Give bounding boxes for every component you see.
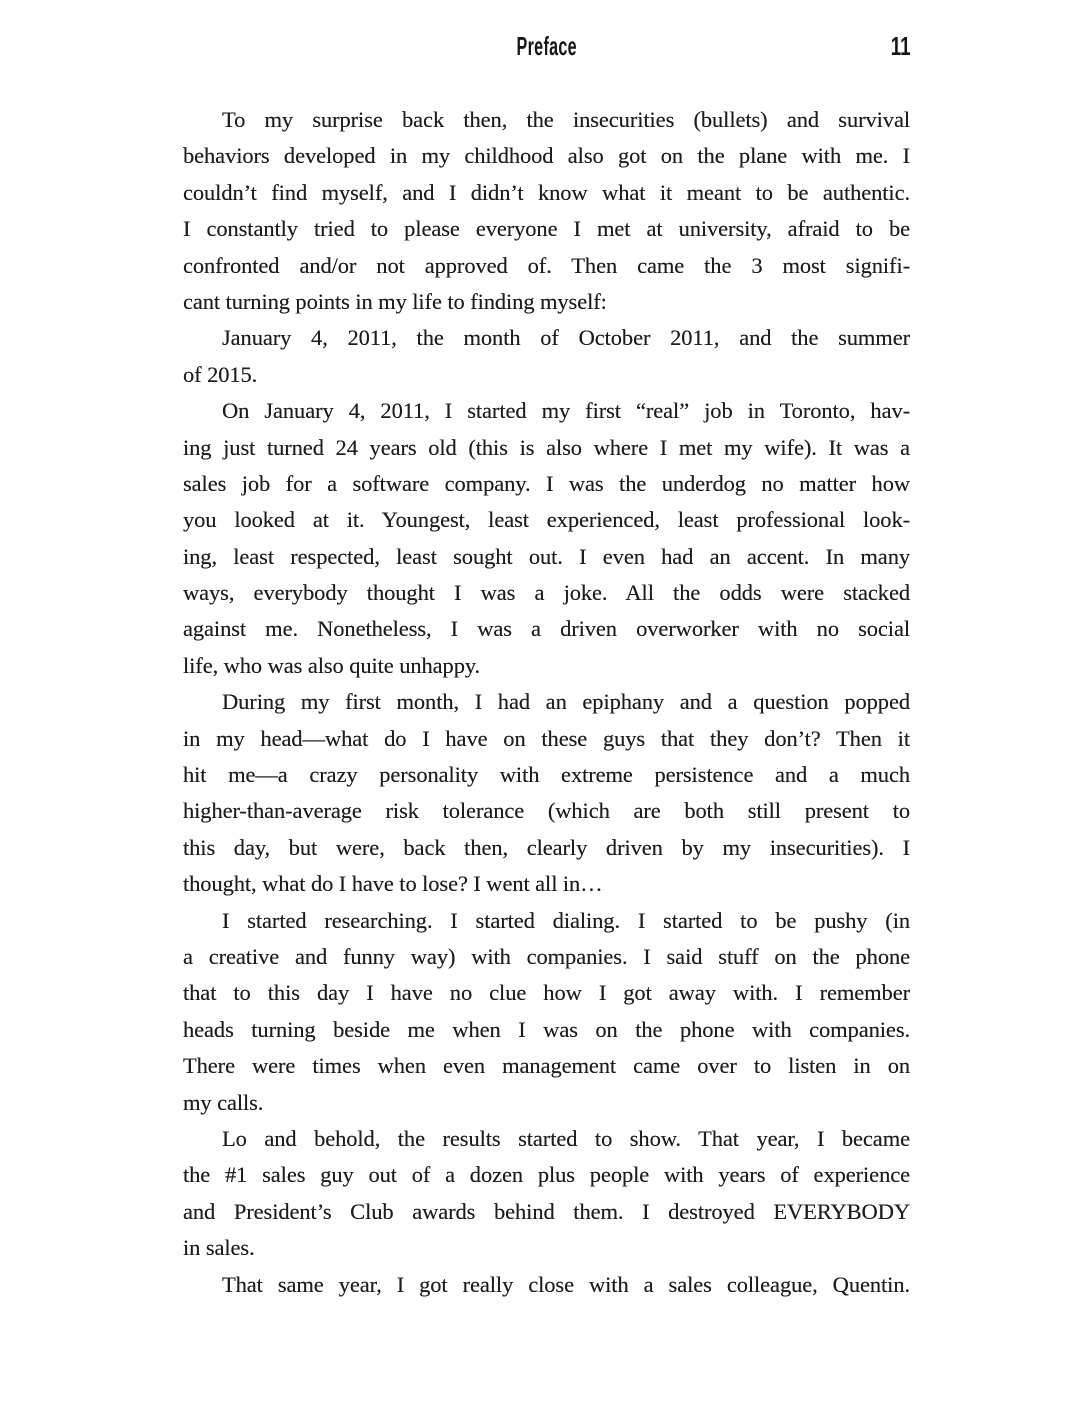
body-line: To my surprise back then, the insecurities (bullets) and survival	[222, 107, 910, 132]
body-line: in my head—what do I have on these guys that they don’t? Then it	[183, 725, 910, 751]
body-line: On January 4, 2011, I started my first “real” job in Toronto, hav-	[222, 398, 910, 424]
body-line: There were times when even management came over to listen in on	[183, 1053, 910, 1079]
body-line: I started researching. I started dialing. I started to be pushy (in	[222, 907, 910, 933]
body-line: ing, least respected, least sought out. I even had an accent. In many	[183, 543, 910, 569]
body-line: confronted and/or not approved of. Then came the 3 most signifi-	[183, 252, 910, 278]
page-title: Preface	[516, 31, 577, 61]
body-line: January 4, 2011, the month of October 2011, and the summer	[222, 325, 910, 351]
body-line: my calls.	[183, 1089, 264, 1115]
body-line: That same year, I got really close with a sales colleague, Quentin.	[222, 1271, 910, 1297]
body-line: and President’s Club awards behind them. I destroyed EVERYBODY	[183, 1198, 910, 1224]
running-head	[183, 33, 910, 61]
body-line: the #1 sales guy out of a dozen plus people with years of experience	[183, 1162, 910, 1188]
body-line: of 2015.	[183, 361, 258, 387]
body-line: ways, everybody thought I was a joke. All the odds were stacked	[183, 580, 910, 606]
body-line: in sales.	[183, 1235, 255, 1261]
body-line: a creative and funny way) with companies. I said stuff on the phone	[183, 943, 910, 969]
body-line: hit me—a crazy personality with extreme persistence and a much	[183, 762, 910, 788]
body-text	[183, 102, 910, 1303]
body-line: life, who was also quite unhappy.	[183, 652, 481, 678]
body-line: heads turning beside me when I was on the phone with companies.	[183, 1016, 910, 1042]
body-line: sales job for a software company. I was the underdog no matter how	[183, 470, 910, 496]
body-line: I constantly tried to please everyone I met at university, afraid to be	[183, 216, 910, 242]
body-line: you looked at it. Youngest, least experienced, least professional look-	[183, 507, 910, 533]
body-line: During my first month, I had an epiphany and a question popped	[222, 689, 910, 715]
page-number: 11	[890, 31, 910, 61]
body-line: against me. Nonetheless, I was a driven overworker with no social	[183, 616, 910, 642]
body-line: cant turning points in my life to finding myself:	[183, 288, 607, 314]
body-line: thought, what do I have to lose? I went all in…	[183, 871, 603, 897]
body-line: that to this day I have no clue how I got away with. I remember	[183, 980, 910, 1006]
body-line: this day, but were, back then, clearly driven by my insecurities). I	[183, 834, 910, 860]
body-line: couldn’t find myself, and I didn’t know what it meant to be authentic.	[183, 179, 910, 205]
body-line: higher-than-average risk tolerance (which are both still present to	[183, 798, 910, 824]
body-line: ing just turned 24 years old (this is also where I met my wife). It was a	[183, 434, 910, 460]
body-line: Lo and behold, the results started to show. That year, I became	[222, 1125, 910, 1151]
body-line: behaviors developed in my childhood also got on the plane with me. I	[183, 143, 910, 169]
